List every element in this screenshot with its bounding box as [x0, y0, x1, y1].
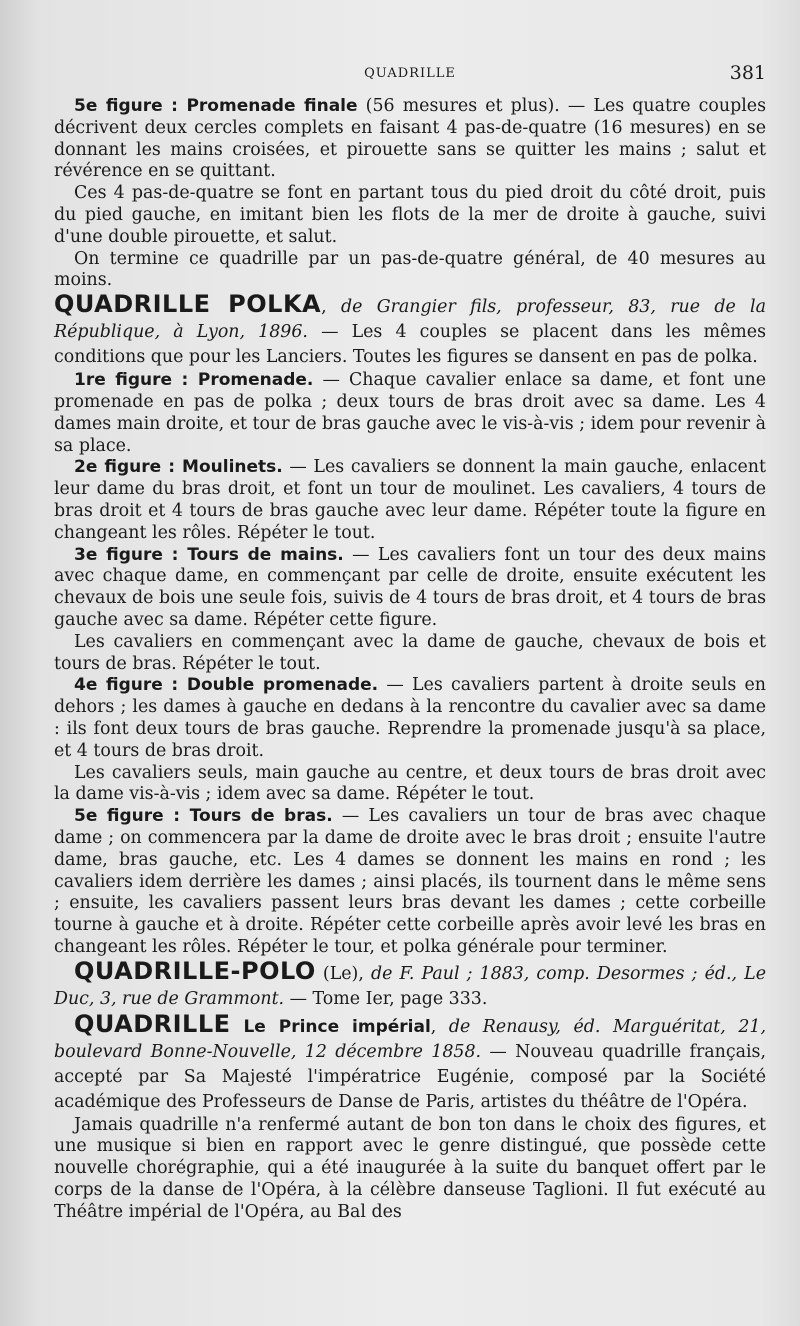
entry-separator: ,: [430, 1016, 449, 1037]
paragraph-figure-3: [54, 545, 766, 632]
entry-title: QUADRILLE-POLO: [74, 956, 316, 985]
figure-heading: 2e figure : Moulinets.: [74, 457, 283, 478]
entry-name: Le Prince impérial: [230, 1016, 431, 1037]
entry-attribution: de Grangier fils, professeur, 83, rue de la République, à Lyon, 1896.: [54, 297, 766, 343]
figure-heading: 3e figure : Tours de mains.: [74, 544, 344, 565]
paragraph: Les cavaliers seuls, main gauche au centre, et deux tours de bras droit avec la dame vis-à-vis ; idem avec sa dame. Répéter le tout.: [54, 762, 766, 805]
entry-text: — Tome Ier, page 333.: [284, 988, 488, 1009]
paragraph-figure-4: [54, 675, 766, 762]
paragraph: Ces 4 pas-de-quatre se font en partant tous du pied droit du côté droit, puis du pied gauche, en imitant bien les flots de la mer de droite à gauche, suivi d'une double pirouette, et salut.: [54, 183, 766, 247]
paragraph-text: — Chaque cavalier enlace sa dame, et font une promenade en pas de polka ; deux tours de bras droit avec sa dame. Les 4 dames main droite, et tour de bras gauche avec le vis-à-vis ; idem pour revenir à sa place.: [54, 370, 766, 456]
paragraph: Les cavaliers en commençant avec la dame de gauche, chevaux de bois et tours de bras. Répéter le tout.: [54, 631, 766, 674]
entry-quadrille-polka: [54, 292, 766, 370]
paragraph: On termine ce quadrille par un pas-de-quatre général, de 40 mesures au moins.: [54, 248, 766, 291]
paragraph-text: — Les cavaliers partent à droite seuls en dehors ; les dames à gauche en dedans à la rencontre du cavalier avec sa dame : ils font deux tours de bras gauche. Reprendre la promenade jusqu'à sa place, et 4 tours de bras droit.: [54, 675, 767, 761]
entry-attribution: de Renausy, éd. Marguéritat, 21, boulevard Bonne-Nouvelle, 12 décembre 1858.: [54, 1016, 766, 1062]
figure-heading: 5e figure : Tours de bras.: [74, 806, 333, 827]
entry-title: QUADRILLE POLKA: [54, 290, 322, 319]
entry-title: QUADRILLE: [74, 1009, 231, 1038]
entry-article: (Le),: [315, 963, 371, 984]
entry-attribution: de F. Paul ; 1883, comp. Desormes ; éd., Le Duc, 3, rue de Grammont.: [54, 963, 766, 1009]
figure-heading: 1re figure : Promenade.: [74, 370, 314, 391]
entry-text: — Nouveau quadrille français, accepté par Sa Majesté l'impératrice Eugénie, composé par la Société académique des Professeurs de Danse de Paris, artistes du théâtre de l'Opéra.: [54, 1041, 766, 1112]
paragraph-figure-1: [54, 370, 766, 457]
paragraph: Jamais quadrille n'a renfermé autant de bon ton dans le choix des figures, et une musique si bien en rapport avec le genre distingué, que possède cette nouvelle chorégraphie, qui a été inaugurée à la suite du banquet offert par le corps de la danse de l'Opéra, à la célèbre danseuse Taglioni. Il fut exécuté au Théâtre impérial de l'Opéra, au Bal des: [54, 1114, 766, 1222]
running-title: QUADRILLE: [364, 66, 456, 81]
paragraph-figure-2: [54, 457, 766, 544]
page-number: 381: [729, 62, 766, 84]
figure-heading: 5e figure : Promenade finale: [74, 96, 358, 116]
paragraph-text: — Les cavaliers un tour de bras avec chaque dame ; on commencera par la dame de droite avec le bras droit ; ensuite l'autre dame, bras gauche, etc. Les 4 dames se donnent les mains en rond ; les cavaliers idem derrière les dames ; ainsi placés, ils tournent dans le même sens ; ensuite, les cavaliers passent leurs bras devant les dames ; cette corbeille tourne à gauche et à droite. Répéter cette corbeille après avoir levé les bras en changeant les rôles. Répéter le tour, et polka générale pour terminer.: [54, 806, 766, 957]
page-body: [54, 96, 766, 1224]
entry-text: — Les 4 couples se placent dans les mêmes conditions que pour les Lanciers. Toutes les figures se dansent en pas de polka.: [54, 322, 767, 368]
paragraph-text: (56 mesures et plus). — Les quatre couples décrivent deux cercles complets en faisant 4 pas-de-quatre (16 mesures) en se donnant les mains croisées, et pirouette sans se quitter les mains ; salut et révérence en se quittant.: [54, 96, 767, 182]
paragraph-fifth-figure: [54, 96, 766, 183]
paragraph-text: — Les cavaliers se donnent la main gauche, enlacent leur dame du bras droit, et font un tour de moulinet. Les cavaliers, 4 tours de bras droit et 4 tours de bras gauche avec leur dame. Répéter toute la figure en changeant les rôles. Répéter le tout.: [54, 457, 766, 543]
entry-prince-imperial: [54, 1009, 766, 1115]
entry-quadrille-polo: [54, 956, 766, 1012]
entry-separator: ,: [321, 297, 341, 318]
paragraph-text: — Les cavaliers font un tour des deux mains avec chaque dame, en commençant par celle de droite, ensuite exécutent les chevaux de bois une seule fois, suivis de 4 tours de bras droit, et 4 tours de bras gauche avec sa dame. Répéter cette figure.: [54, 544, 766, 630]
figure-heading: 4e figure : Double promenade.: [74, 675, 379, 696]
page-header: [54, 62, 766, 88]
paragraph-figure-5: [54, 806, 766, 959]
